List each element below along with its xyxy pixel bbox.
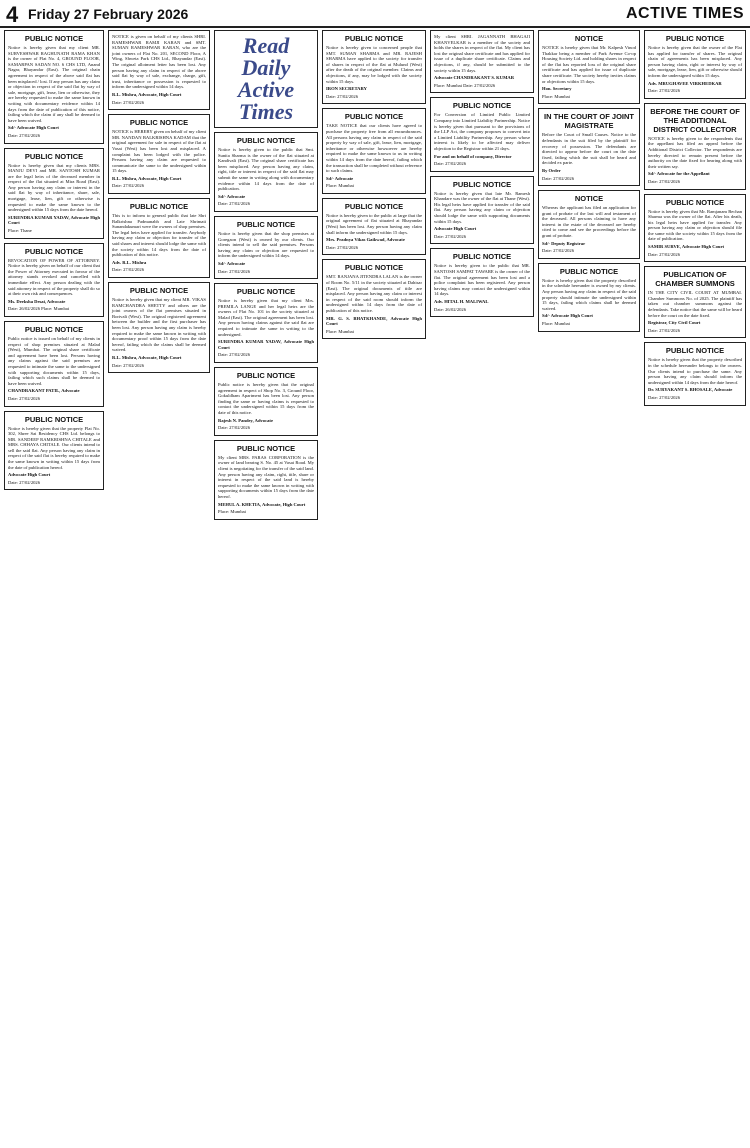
issue-date: Friday 27 February 2026 xyxy=(28,6,189,22)
notice-signature: Dr. SURYAKANT S. BHOSALE, Advocate xyxy=(648,387,733,393)
notice-place-date: Date: 27/02/2026 xyxy=(8,395,41,401)
notice-signature: Adv. MRUGHAVEE VIRKHEDKAR xyxy=(648,80,722,86)
notice-place-date: Date: 27/02/2026 xyxy=(112,267,145,273)
legal-notice xyxy=(538,108,640,186)
legal-notice xyxy=(538,190,640,259)
notice-signature: Hon. Secretary xyxy=(542,86,572,92)
notice-signature: Sd/- Deputy Registrar xyxy=(542,240,586,246)
notice-signature: By Order xyxy=(542,167,561,173)
legal-notice xyxy=(430,97,534,171)
notice-signature: Adv. R.L. Mishra xyxy=(112,259,147,265)
notice-place-date: Place: Mumbai xyxy=(326,328,354,334)
notice-body: Notice is hereby given that my clients MRS. MANJU DEVI and MR. SANTOSH KUMAR are the legal heirs of the deceased member in respect of the flat situated at Mira Road (East). Any person having any claim or interest in the said flat by way of inheritance, share, sale, mortgage, lease, lien, gift or otherwise is requested to make the same known to the undersigned within 15 days from the date hereof. xyxy=(8,162,100,213)
publication-title: ACTIVE TIMES xyxy=(625,5,744,22)
notice-title: PUBLIC NOTICE xyxy=(236,287,296,297)
legal-notice xyxy=(4,243,104,317)
notice-title: PUBLIC NOTICE xyxy=(452,252,512,262)
legal-notice xyxy=(644,103,746,190)
column-2 xyxy=(108,30,210,1144)
notice-place-date: Place: Mumbai xyxy=(326,183,354,189)
legal-notice xyxy=(430,176,534,245)
legal-notice xyxy=(430,30,534,93)
notice-title: PUBLIC NOTICE xyxy=(665,197,725,207)
notice-body: Notice is hereby given that late Mr. Ramesh Khandare was the owner of the flat at Thane (West). His legal heirs have applied for transfer of the said flat. Any person having any claim or objection should lodge the same with supporting documents within 15 days. xyxy=(434,190,530,224)
notice-title: PUBLIC NOTICE xyxy=(24,414,84,424)
notice-place-date: Date: 27/02/2026 xyxy=(542,175,575,181)
notice-title: PUBLIC NOTICE xyxy=(24,151,84,161)
promo-line: Active xyxy=(237,77,295,102)
notice-body: NOTICE is HEREBY given on behalf of my client MR. NANDAN BALKRISHNA KADAM that the original agreement for sale in respect of the flat at Vasai (West) has been lost and misplaced. A complaint has been lodged with the police. Persons having any claim are requested to communicate the same to the undersigned within 15 days. xyxy=(112,129,206,174)
promo-banner xyxy=(214,30,318,128)
notice-body: Notice is hereby given that the property described in the schedule hereunder belongs to the owners. Our clients intend to purchase the same. Any person having any claim should inform the undersigned within 14 days from the date hereof. xyxy=(648,357,742,385)
notice-signature: Ms. Deeksha Desai, Advocate xyxy=(8,298,66,304)
notice-body: Before the Court of Small Causes. Notice to the defendants in the suit filed by the plaintiff for recovery of possession. The defendants are directed to appear before the court on the date fixed, failing which the suit shall be heard and decided ex parte. xyxy=(542,132,636,166)
column-3 xyxy=(214,30,318,1144)
notice-signature: Sd/- Advocate xyxy=(218,193,246,199)
notice-title: BEFORE THE COURT OF THE ADDITIONAL DISTRICT COLLECTOR xyxy=(650,106,740,134)
notice-body: Notice is hereby given to the public at large that the original agreement of flat situated at Bhayandar (West) has been lost. Any person having any claim shall inform the undersigned within 15 days. xyxy=(326,212,422,235)
notice-body: Whereas the applicant has filed an application for grant of probate of the last will and testament of the deceased. All persons claiming to have any interest in the estate of the deceased are hereby cited to come and see the proceedings before the grant of probate. xyxy=(542,205,636,239)
notice-body: My client SHRI. JAGANNATH BHAGAJI KHANVELKAR is a member of the society and holds the shares in respect of the flat. My client has lost the original share certificate and has applied for issue of a duplicate share certificate. Claims and objections, if any, should be submitted to the society within 15 days. xyxy=(434,34,530,73)
notice-body: Public notice is issued on behalf of my clients in respect of shop premises situated at Malad (West), Mumbai. The original share certificate and agreement have been lost. Persons having any claims against the said premises are requested to intimate the same to the undersigned with supporting documents within 15 days, failing which such claims shall be deemed to have been waived. xyxy=(8,335,100,386)
notice-signature: SAMIR SURVE, Advocate High Court xyxy=(648,244,725,250)
notice-title: PUBLIC NOTICE xyxy=(665,34,725,43)
notice-title: PUBLIC NOTICE xyxy=(236,371,296,381)
notice-title: PUBLIC NOTICE xyxy=(452,101,512,111)
legal-notice xyxy=(108,282,210,373)
notice-body: Notice is hereby given to the public that MR. SANTOSH SAMPAT TAWARE is the owner of the flat. The original agreement has been lost and a police complaint has been registered. Any person having claims may contact the undersigned within 14 days. xyxy=(434,263,530,297)
legal-notice xyxy=(214,440,318,520)
legal-notice xyxy=(322,30,426,104)
notice-body: Notice is hereby given that the property described in the schedule hereunder is owned by my clients. Any person having any claim in respect of the said property should intimate the undersigned within 15 days, failing which claims shall be deemed waived. xyxy=(542,277,636,311)
notice-body: NOTICE is hereby given to the respondents that the appellant has filed an appeal before the Additional District Collector. The respondents are hereby directed to remain present before the authority on the date fixed for hearing along with their written say. xyxy=(648,135,742,169)
notice-place-date: Date: 27/02/2026 xyxy=(218,201,251,207)
notice-body: Notice is hereby given that Mr. Ramjanam Bechan Sharma was the owner of the flat. After his death, his legal heirs have applied for transfer. Any person having any claim or objection should file the same with the society within 15 days from the date of publication. xyxy=(648,208,742,242)
notice-signature: Adv. HITAL H. MALIWAL xyxy=(434,299,489,304)
notice-title: IN THE COURT OF JOINT MAGISTRATE xyxy=(544,112,634,131)
notice-title: PUBLIC NOTICE xyxy=(665,346,725,356)
legal-notice xyxy=(4,321,104,407)
notice-signature: Registrar, City Civil Court xyxy=(648,320,701,326)
notice-title: PUBLIC NOTICE xyxy=(236,219,296,229)
legal-notice xyxy=(4,30,104,144)
notice-place-date: Date: 27/02/2026 xyxy=(434,233,467,239)
notice-signature: Sd/- Advocate High Court xyxy=(8,125,59,131)
column-4 xyxy=(322,30,426,1144)
column-1 xyxy=(4,30,104,1144)
page-number: 4 xyxy=(6,2,19,27)
column-6 xyxy=(538,30,640,1144)
notice-body: This is to inform to general public that late Shri Balkrishna Padmanabh and Late Shrimati Sunandakumari were the owners of shop premises. The legal heirs have applied for transfer. Anybody having any claim or objection for transfer of the said shares and interest should lodge the same with the society within 14 days from the date of publication of this notice. xyxy=(112,213,206,258)
notice-body: Notice is hereby given that my client Mrs. PREMILA LANGE and her legal heirs are the owners of Flat No. 101 in the society situated at Malad (East). The original agreement has been lost. Any person having claims against the said flat are required to intimate the same in writing to the undersigned. xyxy=(218,298,314,337)
notice-place-date: Date: 27/02/2026 xyxy=(648,88,681,94)
notice-signature: For and on behalf of company, Director xyxy=(434,153,512,159)
notice-signature: Mrs. Pradnya Vikas Gaikwad, Advocate xyxy=(326,237,405,243)
column-5 xyxy=(430,30,534,1144)
notice-body: Notice is hereby given that the owner of the Flat has applied for transfer of shares. The original chain of agreements has been misplaced. Any person having claim, right or interest by way of sale, mortgage, lease, lien, gift or otherwise should inform the undersigned within 15 days. xyxy=(648,45,742,78)
notice-title: PUBLIC NOTICE xyxy=(129,202,189,212)
notice-title: PUBLIC NOTICE xyxy=(24,324,84,334)
notice-place-date: Date: 27/02/2026 xyxy=(542,248,575,254)
column-7 xyxy=(644,30,746,1144)
notice-place-date: Date: 27/02/2026 xyxy=(218,425,251,431)
notice-body: For Conversion of Limited Public Limited Company into Limited Liability Partnership. Notice is hereby given that pursuant to the provisions of the LLP Act, the company proposes to convert into a Limited Liability Partnership. Any person whose interest is likely to be affected may deliver objection to the Registrar within 21 days. xyxy=(434,112,530,151)
notice-signature: IRON SECRETARY xyxy=(326,86,367,92)
legal-notice xyxy=(108,30,210,110)
legal-notice xyxy=(322,198,426,256)
notice-body: Notice is hereby given to the public that Smt. Sunita Sharma is the owner of the flat situated at Kandivali (East). The original share certificate has been misplaced. Any person having any claim, right, title or interest in respect of the said flat may submit the same in writing along with documentary evidence within 14 days from the date of publication. xyxy=(218,147,314,192)
notice-place-date: Date: 27/02/2026 xyxy=(648,394,681,400)
notice-place-date: Place: Mumbai xyxy=(218,509,246,515)
notice-signature: Sd/- Advocate xyxy=(218,260,246,266)
legal-notice xyxy=(644,30,746,99)
masthead xyxy=(0,0,750,28)
notice-signature: SURENDRA KUMAR YADAV, Advocate High Court xyxy=(218,339,314,350)
notice-body: Notice is hereby given that the shop premises at Goregaon (West) is owned by our clients. Our clients intend to sell the said premises. Persons having any claim or objection are requested to inform the undersigned within 14 days. xyxy=(218,230,314,259)
legal-notice xyxy=(322,259,426,339)
legal-notice xyxy=(214,283,318,363)
promo-line: Times xyxy=(238,99,294,124)
notice-signature: R.L. Mishra, Advocate, High Court xyxy=(112,175,182,181)
notice-signature: SURENDRA KUMAR YADAV, Advocate High Court xyxy=(8,214,100,226)
notice-place-date: Date: 27/02/2026 xyxy=(648,178,681,184)
notice-body: Notice is hereby given that the property Flat No. 302, Shree Sai Residency CHS Ltd. belongs to MR. SANDEEP RAMKRISHNA CHITALE and MRS. CHHAYA CHITALE. Our clients intend to sell the said flat. Any person having any claim in respect of the said flat is hereby required to make the same known in writing within 15 days from the date of publication hereof. xyxy=(8,425,100,470)
notice-signature: Advocate High Court xyxy=(8,472,51,478)
notice-body: NOTICE is hereby given that Mr. Kalpesh Vinod Thakkar being a member of Park Avenue Co-op Housing Society Ltd. and holding shares in respect of the flat has reported loss of the original share certificate and has applied for issue of duplicate share certificate. The society hereby invites claims or objections within 15 days. xyxy=(542,45,636,84)
notice-signature: MR. G. S. BHATKHANDE, Advocate High Court xyxy=(326,315,422,327)
notice-signature: Sd/- Advocate High Court xyxy=(542,313,593,319)
legal-notice xyxy=(322,108,426,194)
notice-place-date: Date: 27/02/2026 xyxy=(326,244,359,250)
notice-signature: Advocate High Court xyxy=(434,226,477,232)
notice-body: My client MRS. PARAS CORPORATION is the owner of land bearing S. No. 45 at Vasai Road. My client is negotiating for the transfer of the said land. Any person having any claim, right, title, share or interest in respect of the said land is hereby requested to make the same known in writing with supporting documents within 15 days from the date hereof. xyxy=(218,454,314,499)
notice-body: Notice is hereby given to concerned people that SMT. SUMAN SHARMA and MR. RAJESH SHARMA have applied to the society for transfer of shares in respect of the flat at Mulund (West) after the death of the original member. Claims and objections, if any, may be lodged with the society within 15 days. xyxy=(326,45,422,84)
notice-signature: CHANDRAKANT PATIL, Advocate xyxy=(8,388,80,394)
notice-place-date: Date: 27/02/2026 xyxy=(648,251,681,257)
notice-place-date: Place: Mumbai xyxy=(542,93,570,99)
promo-line: Daily xyxy=(241,55,291,80)
notice-signature: Sd/- Advocate for the Appellant xyxy=(648,171,710,177)
notice-title: NOTICE xyxy=(574,194,604,204)
legal-notice xyxy=(644,194,746,263)
notice-place-date: Place: Mumbai xyxy=(542,321,570,326)
notice-title: PUBLIC NOTICE xyxy=(559,266,619,276)
notice-place-date: Date: 27/02/2026 xyxy=(112,362,145,368)
notice-body: NOTICE is given on behalf of my clients SHRI. RAMESHWAR RAMJI KARAN and SMT. SUMAN RAMESHWAR KARAN, who are the joint owners of Flat No. 201, SECOND Floor, A Wing, Shweta Park CHS Ltd., Bhayandar (East). The original allotment letter has been lost. Any person having any claim in respect of the above said flat by way of sale, exchange, charge, gift, trust, inheritance or possession is requested to inform the undersigned within 14 days. xyxy=(112,34,206,90)
legal-notice xyxy=(214,216,318,279)
notice-place-date: Date: 27/02/2026 xyxy=(112,183,145,189)
notice-body: REVOCATION OF POWER OF ATTORNEY. Notice is hereby given on behalf of our client that the Power of Attorney executed in favour of the attorney stands revoked and cancelled with immediate effect. Any person dealing with the said attorney in respect of the property shall do so at their own risk and consequences. xyxy=(8,257,100,297)
notice-body: SMT. RANJANA JITENDRA LALAN is the owner of Room No. 5/11 in the society situated at Dahisar (East). The original documents of title are misplaced. Any person having any claim or interest in respect of the said room should inform the undersigned within 14 days from the date of publication of this notice. xyxy=(326,274,422,313)
notice-place-date: Date: 27/02/2026 xyxy=(112,99,145,105)
legal-notice xyxy=(4,148,104,239)
notice-signature: Advocate CHANDRAKANT S. KUMAR xyxy=(434,75,515,81)
notice-title: PUBLIC NOTICE xyxy=(129,286,189,295)
notice-title: PUBLIC NOTICE xyxy=(24,246,84,256)
notice-signature: Sd/- Advocate xyxy=(326,175,354,181)
notice-title: PUBLICATION OF CHAMBER SUMMONS xyxy=(655,270,735,289)
notice-title: PUBLIC NOTICE xyxy=(344,112,404,122)
notice-title: PUBLIC NOTICE xyxy=(452,179,512,189)
notice-place-date: Date: 27/02/2026 xyxy=(8,132,41,138)
notice-body: TAKE NOTICE that our clients have agreed to purchase the property free from all encumbrances. All persons having any claim in respect of the said property by way of sale, gift, lease, lien, mortgage, inheritance or otherwise howsoever are hereby required to make the same known to us in writing within 14 days from the date hereof, failing which the transaction shall be completed without reference to such claims. xyxy=(326,123,422,174)
notice-signature: MEHUL A. KHETIA, Advocate, High Court xyxy=(218,501,306,507)
notice-signature: R.L. Mishra, Advocate, High Court xyxy=(112,354,182,360)
legal-notice xyxy=(430,248,534,317)
notice-title: PUBLIC NOTICE xyxy=(236,136,296,145)
legal-notice xyxy=(4,411,104,491)
notice-place-date: Date: 27/02/2026 xyxy=(648,327,681,333)
notice-title: PUBLIC NOTICE xyxy=(344,201,404,211)
legal-notice xyxy=(214,132,318,212)
notice-body: Public notice is hereby given that the original agreement in respect of Shop No. 3, Ground Floor, Gokuldham Apartment has been lost. Any person finding the same or having claims is requested to contact the undersigned within 15 days from the date of this notice. xyxy=(218,382,314,415)
notice-place-date: Date: 27/02/2026 xyxy=(434,161,467,167)
legal-notice xyxy=(538,30,640,104)
legal-notice xyxy=(108,198,210,278)
notice-signature: R.L. Mishra, Advocate, High Court xyxy=(112,91,182,97)
notice-signature: Rajesh N. Pandey, Advocate xyxy=(218,417,273,423)
notice-place-date: Date: 27/02/2026 xyxy=(326,93,359,99)
legal-notice xyxy=(644,342,746,405)
notice-place-date: Place: Thane xyxy=(8,228,32,234)
notice-place-date: Date: 26/02/2026 xyxy=(434,306,467,312)
notice-body: Notice is hereby given that my client MR. SURVESHWAR RAGHUNATH RAMA KHAN is the owner of Flat No. 4, GROUND FLOOR, SAMARPAN SADAN NO. 6 CHS LTD, Anand Nagar, Bhayandar (East). The original chain agreement in respect of the above said flat has been misplaced / lost. If any person has any claim or objection in respect of the said flat by way of sale, mortgage, gift, lease, lien or otherwise, they are hereby requested to make the same known in writing with documentary evidence within 14 days from the date of publication of this notice, failing which the claim if any shall be deemed to have been waived. xyxy=(8,45,100,123)
notice-body: Notice is hereby given that my client MR. VIKAS RAMCHANDRA SHETTY and others are the joint owners of the flat premises situated in Borivali (West). The original registered agreement between the builder and the first purchaser has been lost. Any person having any claim is hereby required to make the same known in writing with documentary proof within 15 days from the date hereof, failing which the claims shall be deemed waived. xyxy=(112,297,206,353)
notice-title: PUBLIC NOTICE xyxy=(344,263,404,273)
legal-notice xyxy=(214,367,318,436)
notice-title: NOTICE xyxy=(574,34,604,43)
notice-place-date: Date: 27/02/2026 xyxy=(8,479,41,485)
notice-title: PUBLIC NOTICE xyxy=(129,118,189,128)
notice-place-date: Date: 27/02/2026 xyxy=(218,268,251,274)
notice-title: PUBLIC NOTICE xyxy=(236,443,296,453)
legal-notice xyxy=(644,266,746,338)
notice-place-date: Date: 26/02/2026 Place: Mumbai xyxy=(8,306,70,312)
notice-place-date: Date: 27/02/2026 xyxy=(218,352,251,358)
notice-place-date: Place: Mumbai Date: 27/02/2026 xyxy=(434,82,496,88)
legal-notice xyxy=(538,263,640,332)
promo-line: Read xyxy=(242,33,290,58)
notice-title: PUBLIC NOTICE xyxy=(24,34,84,43)
legal-notice xyxy=(108,114,210,194)
notice-body: IN THE CITY CIVIL COURT AT MUMBAI. Chamber Summons No. of 2025. The plaintiff has taken out chamber summons against the defendants. Take notice that the same will be heard before the court on the date fixed. xyxy=(648,290,742,318)
notice-title: PUBLIC NOTICE xyxy=(344,34,404,43)
